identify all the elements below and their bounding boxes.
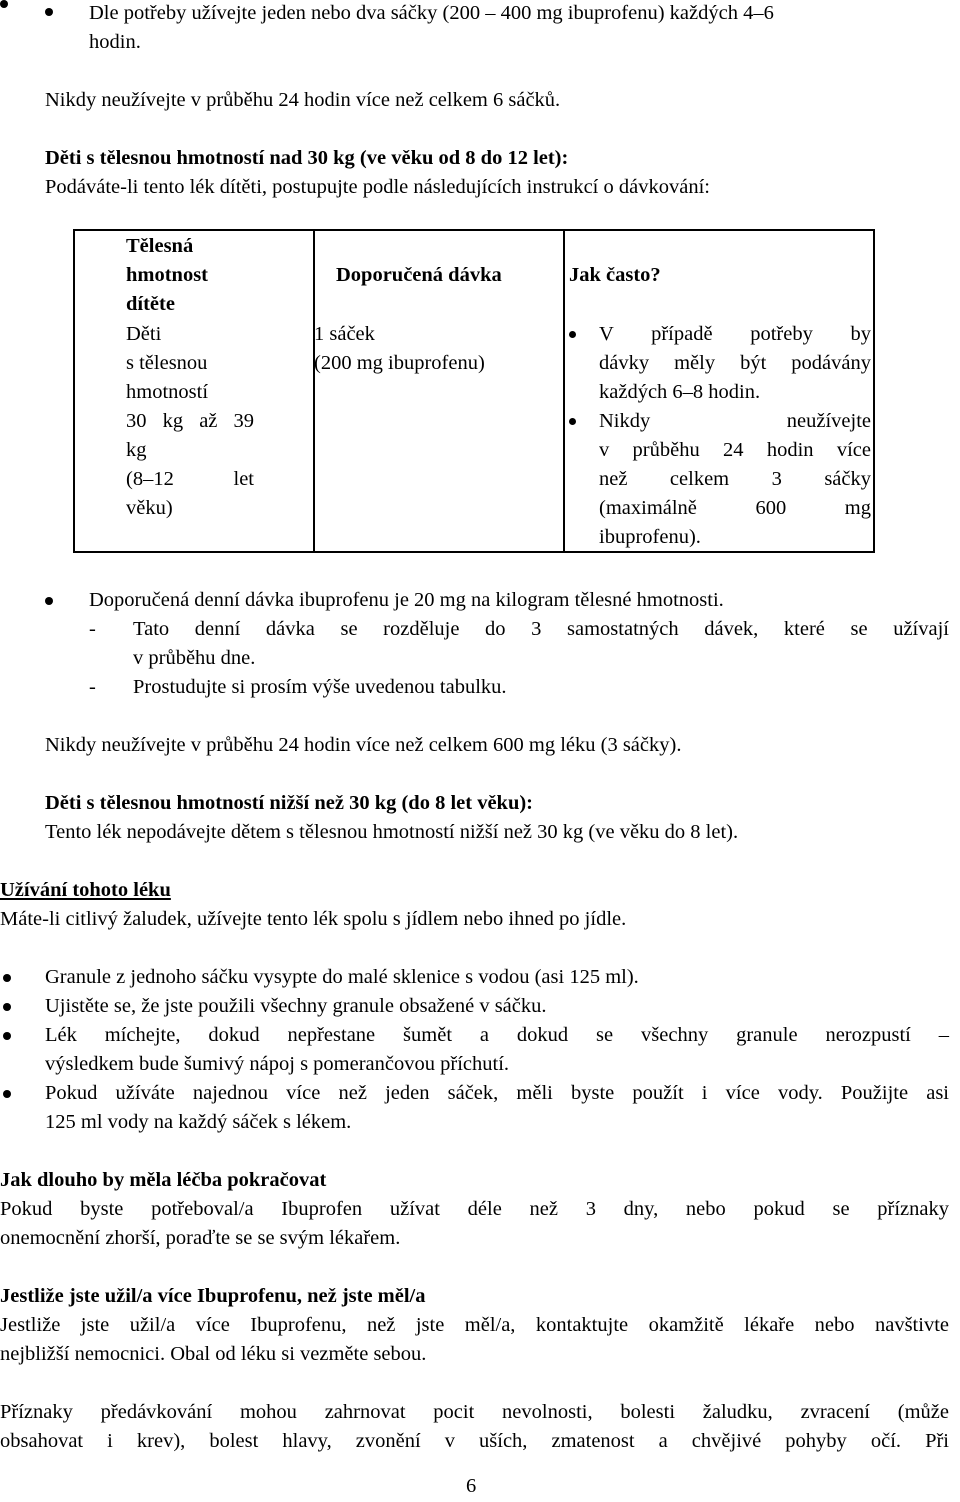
- frequency-line: (maximálně 600 mg: [599, 497, 871, 519]
- usage-bullet: Lék míchejte, dokud nepřestane šumět a dokud se všechny granule nerozpustí –: [45, 1024, 949, 1046]
- weight-cell-line: věku): [126, 497, 173, 519]
- bullet-dot: [3, 1003, 11, 1011]
- weight-cell-line: s tělesnou: [126, 352, 208, 374]
- dosage-table: [73, 229, 875, 553]
- bullet-dot: [45, 597, 53, 605]
- dosage-instruction-line-2: hodin.: [89, 31, 141, 53]
- overdose-text: Jestliže jste užil/a více Ibuprofenu, než jste měl/a, kontaktujte okamžitě lékaře nebo navštivte: [0, 1314, 949, 1336]
- section-text-over-30kg: Podáváte-li tento lék dítěti, postupujte podle následujících instrukcí o dávkování:: [45, 176, 710, 198]
- usage-bullet: Pokud užíváte najednou více než jeden sáček, měli byste použít i více vody. Použijte asi: [45, 1082, 949, 1104]
- dash-symbol: -: [89, 676, 96, 698]
- dosage-instruction-line-1: Dle potřeby užívejte jeden nebo dva sáčky (200 – 400 mg ibuprofenu) každých 4–6: [89, 2, 774, 24]
- page-number: 6: [466, 1475, 477, 1497]
- overdose-symptoms: Příznaky předávkování mohou zahrnovat pocit nevolnosti, bolesti žaludku, zvracení (může: [0, 1401, 949, 1423]
- weight-cell-line: kg: [126, 439, 147, 461]
- bullet-dot: [3, 974, 11, 982]
- dose-header: Doporučená dávka: [336, 264, 502, 286]
- frequency-header: Jak často?: [569, 264, 661, 286]
- dose-cell-line: 1 sáček: [314, 323, 375, 345]
- usage-heading: [0, 876, 171, 905]
- usage-heading-text: Užívání tohoto léku: [0, 879, 171, 901]
- weight-header: [126, 232, 266, 319]
- bullet-dot: [45, 8, 53, 16]
- weight-cell-line: 30 kg až 39: [126, 410, 254, 432]
- section-heading-over-30kg: Děti s tělesnou hmotností nad 30 kg (ve věku od 8 do 12 let):: [45, 147, 569, 169]
- dash-symbol: -: [89, 618, 96, 640]
- frequency-line: než celkem 3 sáčky: [599, 468, 871, 490]
- overdose-heading: Jestliže jste užil/a více Ibuprofenu, než jste měl/a: [0, 1285, 426, 1307]
- bullet-dot: [3, 1032, 11, 1040]
- daily-dose-dash-2: Prostudujte si prosím výše uvedenou tabulku.: [133, 676, 507, 698]
- weight-cell-line: hmotností: [126, 381, 209, 403]
- usage-intro: Máte-li citlivý žaludek, užívejte tento lék spolu s jídlem nebo ihned po jídle.: [0, 908, 627, 930]
- max-dose-note: Nikdy neužívejte v průběhu 24 hodin více než celkem 600 mg léku (3 sáčky).: [45, 734, 682, 756]
- bullet-dot: [569, 418, 576, 425]
- frequency-line: ibuprofenu).: [599, 526, 701, 548]
- usage-bullet: Ujistěte se, že jste použili všechny granule obsažené v sáčku.: [45, 995, 547, 1017]
- frequency-line: dávky měly být podávány: [599, 352, 871, 374]
- usage-bullet: Granule z jednoho sáčku vysypte do malé sklenice s vodou (asi 125 ml).: [45, 966, 639, 988]
- dose-cell-line: (200 mg ibuprofenu): [314, 352, 485, 374]
- usage-bullet-cont: 125 ml vody na každý sáček s lékem.: [45, 1111, 352, 1133]
- dose-cell: [314, 320, 559, 378]
- weight-header-line: Tělesná: [126, 235, 194, 257]
- overdose-symptoms-cont: obsahovat i krev), bolest hlavy, zvonění v uších, zmatenost a chvějivé pohyby očí. Při: [0, 1430, 949, 1452]
- frequency-line: každých 6–8 hodin.: [599, 381, 761, 403]
- max-dose-note: Nikdy neužívejte v průběhu 24 hodin více než celkem 6 sáčků.: [45, 89, 561, 111]
- bullet-dot: [3, 1090, 11, 1098]
- usage-bullet-cont: výsledkem bude šumivý nápoj s pomerančovou příchutí.: [45, 1053, 510, 1075]
- bullet-dot: [569, 331, 576, 338]
- duration-text-cont: onemocnění zhorší, poraďte se se svým lékařem.: [0, 1227, 401, 1249]
- daily-dose-dash-1: Tato denní dávka se rozděluje do 3 samostatných dávek, které se užívají: [133, 618, 949, 640]
- duration-text: Pokud byste potřeboval/a Ibuprofen užívat déle než 3 dny, nebo pokud se příznaky: [0, 1198, 949, 1220]
- section-text-under-30kg: Tento lék nepodávejte dětem s tělesnou hmotností nižší než 30 kg (ve věku do 8 let).: [45, 821, 739, 843]
- weight-cell: [126, 320, 254, 523]
- section-heading-under-30kg: Děti s tělesnou hmotností nižší než 30 kg (do 8 let věku):: [45, 792, 534, 814]
- weight-header-line: hmotnost: [126, 264, 209, 286]
- overdose-text-cont: nejbližší nemocnici. Obal od léku si vezměte sebou.: [0, 1343, 427, 1365]
- duration-heading: Jak dlouho by měla léčba pokračovat: [0, 1169, 327, 1191]
- frequency-line: v průběhu 24 hodin více: [599, 439, 871, 461]
- weight-header-line: dítěte: [126, 293, 175, 315]
- weight-cell-line: Děti: [126, 323, 162, 345]
- frequency-bullet: [565, 407, 871, 552]
- frequency-line: Nikdy neužívejte: [599, 410, 871, 432]
- weight-cell-line: (8–12 let: [126, 468, 254, 490]
- daily-dose-dash-1-cont: v průběhu dne.: [133, 647, 256, 669]
- table-divider: [313, 231, 315, 551]
- frequency-bullet: [565, 320, 871, 407]
- daily-dose-bullet: Doporučená denní dávka ibuprofenu je 20 mg na kilogram tělesné hmotnosti.: [89, 589, 724, 611]
- frequency-line: V případě potřeby by: [599, 323, 871, 345]
